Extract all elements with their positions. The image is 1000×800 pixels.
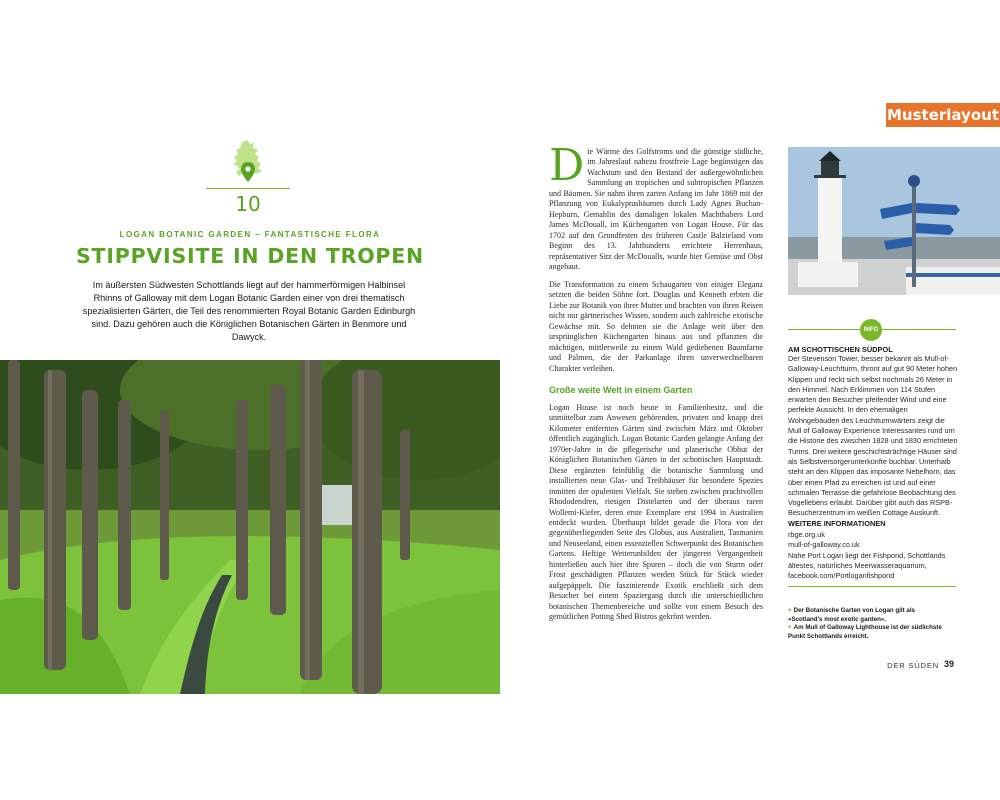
more-info-list	[788, 530, 963, 581]
page-number: 39	[944, 659, 955, 669]
lighthouse-photo	[788, 147, 1000, 295]
more-info-link[interactable]: facebook.com/Portloganfishpond	[788, 571, 895, 581]
more-info-text: ältestes, natürliches Meerwasseraquarium,	[788, 560, 927, 570]
article-paragraph-3: Logan House ist noch heute in Familienbesitz, und die unmittelbar zum Anwesen gehörenden, privaten und knapp drei Kilometer entfernten Gärten sind zwischen März und Oktober öffentlich zugänglich. Logan Botanic Garden gelangte Anfang der 1970er-Jahre in die pflegerische und planerische Obhut der Königlichen Botanischen Gärten in der schottischen Hauptstadt. Diese ergänzten feinfühlig die botanische Sammlung und installierten neue Glas- und Treibhäuser für besondere Spezies inmitten der opulenten Vielfalt. Sie stehen zwischen prachtvollen Rhododendren, riesigen Distelarten und der überaus raren Wollemi-Kiefer, deren erste Exemplare erst 1994 in Australien entdeckt wurden. Überhaupt bildet gerade die Flora von der gegenüberliegenden Seite des Globus, aus Australien, Tasmanien und Neuseeland, einen essenziellen Schwerpunkt des Botanischen Gartens. Heftige Wetterunbilden der jüngeren Vergangenheit hinterließen auch hier ihre Spuren – doch die von Sturm oder Frost geschädigten Pflanzen werden Stück für Stück wieder aufgepäppelt. Die faszinierende Exotik erschließt sich dem Besucher bei einem Spaziergang durch die unterschiedlichen botanischen Themenbereiche und sollte von einem Besuch des gemütlichen Potting Shed Bistros gekrönt werden.	[549, 403, 763, 622]
article-paragraph-1-text: ie Wärme des Golfstroms und die günstige südliche, im Jahreslauf nahezu frostfreie Lage begünstigen das Wachstum und den Bestand der außergewöhnlichen Sammlung an tropischen und subtropischen Pflanzen und Bäumen. Sie nahm ihren zarten Anfang im Jahr 1869 mit der Pflanzung von Eukalyptusbäumen durch Lady Agnes Buchan-Hepburn, Gemahlin des damaligen lokalen Machthabers Lord James McDouall, im Küchengarten von Logan House. Für das 1702 auf den Grundfesten des früheren Castle Balzieland vom Beginn des 13. Jahrhunderts errichtete Herrenhaus, repräsentativer Sitz der McDoualls, wurde hier Gemüse und Obst angebaut.	[549, 147, 763, 271]
footer-section-label: DER SÜDEN	[887, 661, 939, 670]
scotland-map-pin-icon	[228, 140, 268, 186]
section-tab: Musterlayout	[886, 103, 1000, 127]
drop-cap: D	[549, 140, 585, 191]
plus-icon: +	[788, 607, 792, 614]
more-info-text: Nahe Port Logan liegt der Fishpond, Schottlands	[788, 550, 946, 560]
article-subheading: Große weite Welt in einem Garten	[549, 385, 693, 395]
article-paragraph-2: Die Transformation zu einem Schaugarten von einiger Eleganz setzten die beiden Söhne fort. Douglas und Kenneth erbten die Liebe zur Botanik von ihrer Mutter und brachten von ihren Reisen nicht nur gärtnerisches Wissen, sondern auch zahlreiche exotische Gewächse mit. So dehnten sie die Anlage weit über den ursprünglichen Küchengarten hinaus aus und pflanzten die mächtigen, mittlerweile zu einem Wald gediehenen Baumfarne und Palmen, die der Parkanlage ihren unverwechselbaren Charakter verleihen.	[549, 280, 763, 373]
more-info-heading: WEITERE INFORMATIONEN	[788, 519, 886, 528]
kicker: LOGAN BOTANIC GARDEN – FANTASTISCHE FLORA	[119, 230, 381, 239]
more-info-link[interactable]: rbge.org.uk	[788, 530, 825, 539]
chapter-rule	[206, 188, 290, 189]
info-text: Der Stevenson Tower, besser bekannt als Mull-of-Galloway-Leuchtturm, thront auf gut 90 Meter hohen Klippen und reckt sich selbst nochmals 26 Meter in den Himmel. Nach Erklimmen von 114 Stufen erwarten den Besucher pfeifender Wind und eine perfekte Aussicht. In den ehemaligen Wohngebäuden des Leuchtturmwärters zeigt die Mull of Galloway Experience Interessantes rund um die Historie des zwischen 1828 und 1830 errichteten Turms. Drei weitere geschichtsträchtige Häuser sind als Selbstversorgerunterkünfte buchbar. Unterhalb steht an den Klippen das imposante Nebelhorn, das über einen Pfad zu erreichen ist und auf einer schmalen Terrasse die gefahrlose Beobachtung des Vogellebens erlaubt. Darüber gibt auch das RSPB-Besucherzentrum im weißen Cottage Auskunft.	[788, 354, 958, 518]
info-heading: AM SCHOTTISCHEN SÜDPOL	[788, 345, 893, 354]
more-info-link[interactable]: mull-of-galloway.co.uk	[788, 540, 860, 550]
highlight-bullet: + Der Botanische Garten von Logan gilt als »Scotland's most exotic garden«.	[788, 607, 915, 623]
article-paragraph-1	[549, 140, 763, 272]
highlight-bullets	[788, 607, 948, 642]
page-title: STIPPVISITE IN DEN TROPEN	[75, 244, 425, 268]
plus-icon: +	[788, 624, 792, 632]
highlight-bullet: + Am Mull of Galloway Lighthouse ist der südlichste Punkt Schottlands erreicht.	[788, 624, 942, 641]
lead-paragraph: Im äußersten Südwesten Schottlands liegt auf der hammerförmigen Halbinsel Rhinns of Galloway mit dem Logan Botanic Garden einer von drei thematisch spezialisierten Gärten, die Teil des renommierten Royal Botanic Garden Edinburgh sind. Dazu gehören auch die Königlichen Botanischen Gärten in Benmore und Dawyck.	[82, 280, 416, 342]
palm-garden-photo	[0, 360, 500, 694]
info-badge: INFO	[860, 319, 882, 341]
chapter-number: 10	[235, 192, 261, 216]
info-divider-bottom	[788, 586, 956, 587]
